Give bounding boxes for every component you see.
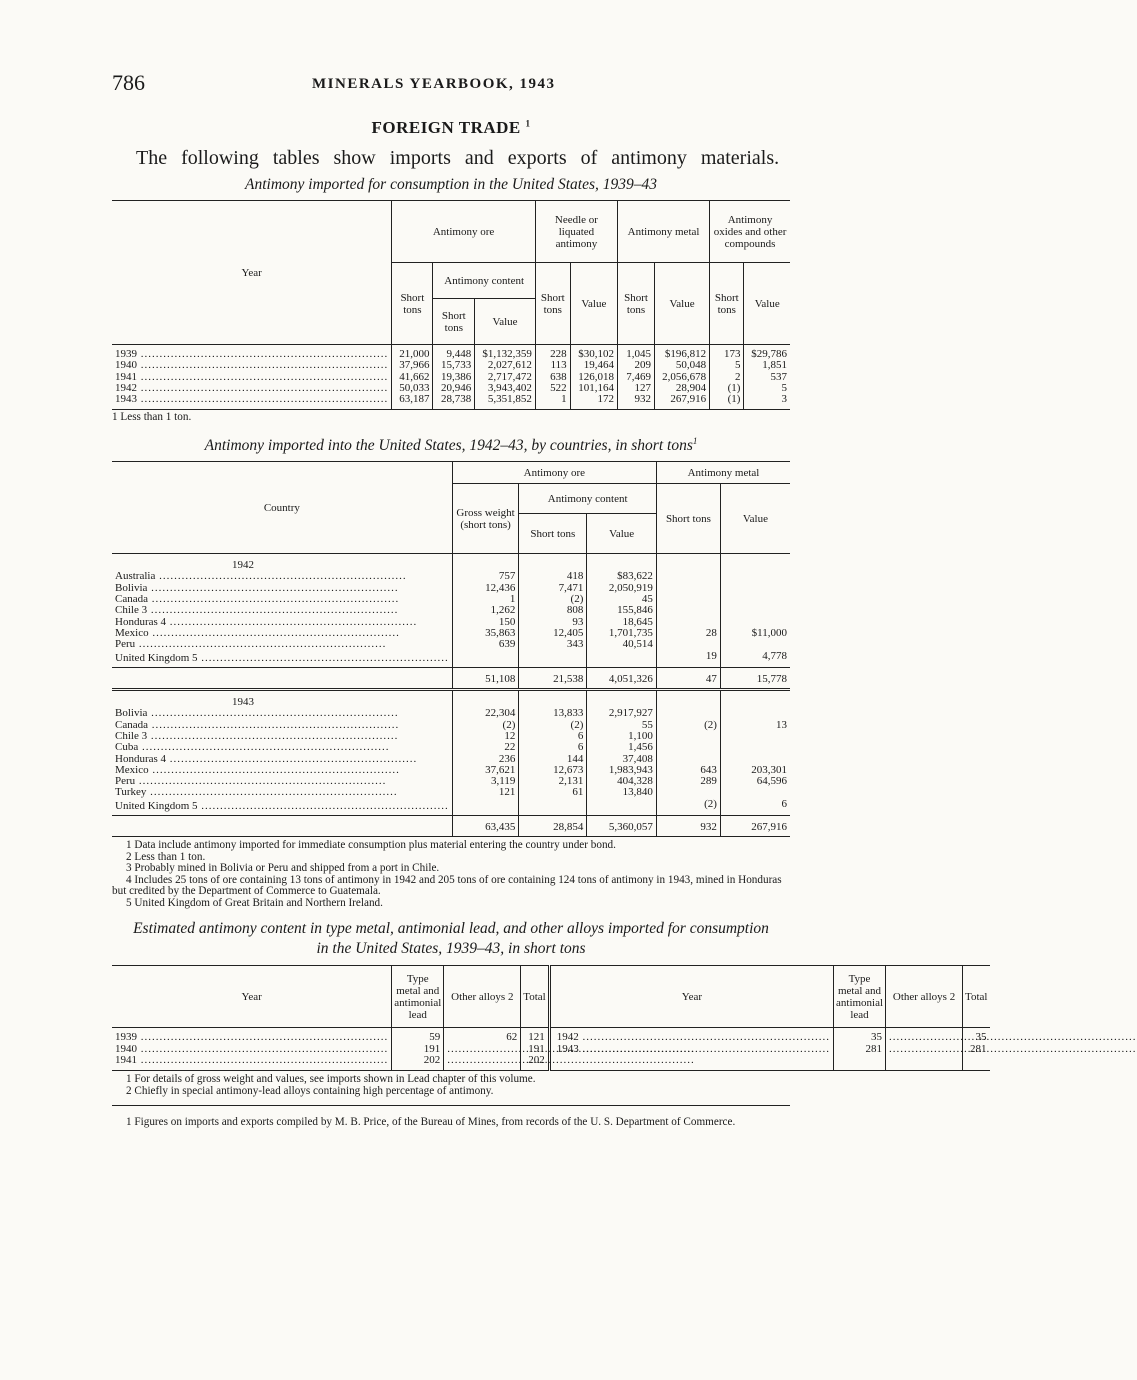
table-row (112, 708, 790, 719)
t3-h-other-2: Other alloys 2 (886, 966, 963, 1028)
row-year: 1941 ..... (112, 1055, 392, 1071)
cell-mt: (2) (656, 720, 720, 731)
row-year: 1942 ..... (549, 1028, 833, 1044)
page (112, 70, 988, 1129)
cell-gross: 150 (452, 617, 519, 628)
row-country: Bolivia ..... (112, 708, 452, 719)
t2-h-metal-tons: Short tons (656, 484, 720, 554)
cell-cv: 45 (587, 594, 657, 605)
total-cv: 5,360,057 (587, 816, 657, 837)
t2-h-content-value: Value (587, 514, 657, 554)
t2-h-content-tons: Short tons (519, 514, 587, 554)
cell-content-value: 2,027,612 (475, 360, 536, 371)
cell-type: 281 (834, 1044, 886, 1055)
t1-h-content-value: Value (475, 299, 536, 345)
row-country: Mexico ..... (112, 765, 452, 776)
year-heading-row (112, 554, 790, 572)
t1-h-needle: Needle or liquated antimony (535, 201, 617, 263)
footnote: 2 Less than 1 ton. (126, 850, 206, 863)
cell-type: 202 (392, 1055, 444, 1071)
cell-needle-tons: 113 (535, 360, 570, 371)
cell-cv: 155,846 (587, 605, 657, 616)
cell-metal-value: 50,048 (655, 360, 710, 371)
t1-h-metal-tons: Short tons (618, 263, 655, 345)
t1-h-ore-tons: Short tons (392, 263, 433, 345)
cell-cv: 13,840 (587, 787, 657, 798)
footnote: 5 United Kingdom of Great Britain and Northern Ireland. (126, 896, 383, 909)
cell-cv: 18,645 (587, 617, 657, 628)
cell-type: 59 (392, 1028, 444, 1044)
cell-gross: 3,119 (452, 776, 519, 787)
row-country: Cuba ..... (112, 742, 452, 753)
row-country: Bolivia ..... (112, 583, 452, 594)
running-header (112, 70, 790, 100)
cell-ox-tons: 173 (710, 345, 744, 361)
cell-ct: 418 (519, 571, 587, 582)
row-country: Peru ..... (112, 639, 452, 650)
cell-ox-value: 537 (744, 372, 790, 383)
cell-ox-tons: 2 (710, 372, 744, 383)
cell-mt (656, 571, 720, 582)
cell-mt: 289 (656, 776, 720, 787)
cell-mt: (2) (656, 799, 720, 816)
cell-needle-tons: 522 (535, 383, 570, 394)
cell-ore-tons: 41,662 (392, 372, 433, 383)
row-year: 1940 ..... (112, 360, 392, 371)
cell-metal-value: 267,916 (655, 394, 710, 410)
cell-needle-value: 19,464 (570, 360, 617, 371)
row-country: Turkey ..... (112, 787, 452, 798)
footnote: 1 Data include antimony imported for immediate consumption plus material entering the country under bond. (126, 839, 616, 852)
year-heading: 1943 (232, 696, 254, 709)
table-row (112, 742, 790, 753)
row-country: Peru ..... (112, 776, 452, 787)
row-year: 1940 ..... (112, 1044, 392, 1055)
cell-ox-value: $29,786 (744, 345, 790, 361)
cell-mt (656, 708, 720, 719)
total-row (112, 667, 790, 689)
cell-gross: (2) (452, 720, 519, 731)
cell-ox-value: 3 (744, 394, 790, 410)
cell-metal-tons: 7,469 (618, 372, 655, 383)
table-row (112, 799, 790, 816)
cell-metal-value: 28,904 (655, 383, 710, 394)
cell-ct: 343 (519, 639, 587, 650)
cell-mv: 64,596 (720, 776, 790, 787)
footnote: 4 Includes 25 tons of ore containing 13 tons of antimony in 1942 and 205 tons of ore containing 124 tons of antimony in 1943, mined in Honduras but credited by the Department of Commerce to Guatemala. (112, 873, 782, 898)
cell-gross: 121 (452, 787, 519, 798)
table-row (112, 1055, 990, 1071)
t1-h-ore: Antimony ore (392, 201, 536, 263)
t1-h-content-tons: Short tons (433, 299, 475, 345)
total-mv: 15,778 (720, 667, 790, 689)
footnote: 1 For details of gross weight and values, see imports shown in Lead chapter of this volume. (126, 1073, 536, 1086)
year-heading-row (112, 690, 790, 709)
row-country: Australia ..... (112, 571, 452, 582)
cell-gross: 12 (452, 731, 519, 742)
cell-needle-tons: 638 (535, 372, 570, 383)
cell-mt (656, 594, 720, 605)
cell-mv (720, 605, 790, 616)
cell-mv (720, 583, 790, 594)
total-row (112, 816, 790, 837)
cell-ct: 808 (519, 605, 587, 616)
cell-total: 281 (963, 1044, 990, 1055)
row-year: 1941 ..... (112, 372, 392, 383)
cell-mv (720, 742, 790, 753)
cell-needle-value: 101,164 (570, 383, 617, 394)
table-row (112, 651, 790, 668)
cell-total: 191 (521, 1044, 549, 1055)
total-ct: 21,538 (519, 667, 587, 689)
cell-content-tons: 28,738 (433, 394, 475, 410)
cell-cv: 1,701,735 (587, 628, 657, 639)
cell-ct (519, 799, 587, 816)
row-country: Canada ..... (112, 594, 452, 605)
t2-h-ore: Antimony ore (452, 462, 656, 484)
cell-cv: 1,456 (587, 742, 657, 753)
cell-other: 62 (444, 1028, 521, 1044)
cell-total: 121 (521, 1028, 549, 1044)
table1 (112, 200, 790, 410)
t3-h-year: Year (112, 966, 392, 1028)
cell-metal-value: 2,056,678 (655, 372, 710, 383)
cell-gross: 236 (452, 754, 519, 765)
page-number: 786 (112, 70, 145, 95)
t2-h-content: Antimony content (519, 484, 657, 514)
cell-mt (656, 731, 720, 742)
cell-mv: 6 (720, 799, 790, 816)
cell-ct: 7,471 (519, 583, 587, 594)
section-title: FOREIGN TRADE $^1$ (371, 118, 531, 137)
cell-cv: 40,514 (587, 639, 657, 650)
cell-gross (452, 799, 519, 816)
row-country: Chile 3 ..... (112, 731, 452, 742)
cell-ct: 61 (519, 787, 587, 798)
row-country: United Kingdom 5 ..... (112, 799, 452, 816)
cell-content-value: 3,943,402 (475, 383, 536, 394)
total-mv: 267,916 (720, 816, 790, 837)
cell-mt (656, 639, 720, 650)
cell-ct: 2,131 (519, 776, 587, 787)
cell-mt (656, 605, 720, 616)
cell-mv (720, 787, 790, 798)
table-row (112, 639, 790, 650)
cell-ox-value: 5 (744, 383, 790, 394)
cell-ore-tons: 21,000 (392, 345, 433, 361)
cell-metal-tons: 209 (618, 360, 655, 371)
cell-content-tons: 15,733 (433, 360, 475, 371)
cell-content-tons: 9,448 (433, 345, 475, 361)
cell-ct: 144 (519, 754, 587, 765)
footnote: 2 Chiefly in special antimony-lead alloys containing high percentage of antimony. (126, 1084, 494, 1097)
cell-content-value: $1,132,359 (475, 345, 536, 361)
table3 (112, 965, 990, 1071)
t3-h-type: Type metal and antimonial lead (392, 966, 444, 1028)
cell-metal-tons: 932 (618, 394, 655, 410)
cell-mt: 643 (656, 765, 720, 776)
cell-cv: 2,917,927 (587, 708, 657, 719)
footnote: 3 Probably mined in Bolivia or Peru and shipped from a port in Chile. (126, 862, 440, 875)
table2-footnotes (112, 840, 790, 909)
cell-ore-tons: 63,187 (392, 394, 433, 410)
cell-metal-tons: 1,045 (618, 345, 655, 361)
cell-ore-tons: 50,033 (392, 383, 433, 394)
cell-type: 35 (834, 1028, 886, 1044)
cell-ox-tons: 5 (710, 360, 744, 371)
table-row (112, 394, 790, 410)
row-country: United Kingdom 5 ..... (112, 651, 452, 668)
year-heading: 1942 (232, 559, 254, 572)
cell-cv: 1,983,943 (587, 765, 657, 776)
cell-other (886, 1028, 963, 1044)
t1-h-needle-value: Value (570, 263, 617, 345)
cell-mv (720, 594, 790, 605)
table-row (112, 345, 790, 361)
cell-cv: 55 (587, 720, 657, 731)
page-footnote: 1 Figures on imports and exports compiled by M. B. Price, of the Bureau of Mines, from records of the U. S. Department of Commerce. (126, 1116, 736, 1129)
cell-gross: 22 (452, 742, 519, 753)
cell-other (444, 1055, 521, 1071)
cell-gross: 22,304 (452, 708, 519, 719)
cell-ox-value: 1,851 (744, 360, 790, 371)
t1-h-ox-tons: Short tons (710, 263, 744, 345)
t3-h-other: Other alloys 2 (444, 966, 521, 1028)
cell-gross: 12,436 (452, 583, 519, 594)
row-country: Honduras 4 ..... (112, 754, 452, 765)
table3-caption: Estimated antimony content in type metal, antimonial lead, and other alloys imported for consumption in the United States, 1939–43, in short tons (133, 920, 769, 958)
cell-ct: 12,405 (519, 628, 587, 639)
cell-type: 191 (392, 1044, 444, 1055)
cell-gross (452, 651, 519, 668)
cell-content-tons: 19,386 (433, 372, 475, 383)
table2-caption: Antimony imported into the United States, 1942–43, by countries, in short tons$^1$ (204, 435, 698, 455)
t2-h-metal-value: Value (720, 484, 790, 554)
row-year: 1942 ..... (112, 383, 392, 394)
t3-h-total: Total (521, 966, 549, 1028)
table-row (112, 1028, 990, 1044)
total-cv: 4,051,326 (587, 667, 657, 689)
cell-mt (656, 583, 720, 594)
t1-h-year: Year (112, 201, 392, 345)
row-country: Canada ..... (112, 720, 452, 731)
table-row (112, 605, 790, 616)
cell-ct (519, 651, 587, 668)
cell-cv: 404,328 (587, 776, 657, 787)
t1-h-metal-value: Value (655, 263, 710, 345)
cell-ore-tons: 37,966 (392, 360, 433, 371)
cell-cv: 2,050,919 (587, 583, 657, 594)
cell-mv: 4,778 (720, 651, 790, 668)
cell-gross: 639 (452, 639, 519, 650)
cell-total: 202 (521, 1055, 549, 1071)
cell-metal-tons: 127 (618, 383, 655, 394)
t3-h-total-2: Total (963, 966, 990, 1028)
total-mt: 932 (656, 816, 720, 837)
cell-mv: 13 (720, 720, 790, 731)
cell-gross: 37,621 (452, 765, 519, 776)
cell-needle-value: 172 (570, 394, 617, 410)
cell-needle-value: $30,102 (570, 345, 617, 361)
t3-h-type-2: Type metal and antimonial lead (834, 966, 886, 1028)
table1-footnote: 1 Less than 1 ton. (112, 411, 192, 424)
table-row (112, 787, 790, 798)
total-mt: 47 (656, 667, 720, 689)
t2-h-country: Country (112, 462, 452, 554)
cell-ct: 12,673 (519, 765, 587, 776)
cell-mv: 203,301 (720, 765, 790, 776)
t1-h-content: Antimony content (433, 263, 535, 299)
cell-gross: 1 (452, 594, 519, 605)
cell-ox-tons: (1) (710, 394, 744, 410)
table3-footnotes (112, 1074, 790, 1097)
cell-ct: (2) (519, 720, 587, 731)
cell-ox-tons: (1) (710, 383, 744, 394)
total-gross: 63,435 (452, 816, 519, 837)
cell-ct: 13,833 (519, 708, 587, 719)
row-year: 1943 ..... (112, 394, 392, 410)
cell-needle-tons: 228 (535, 345, 570, 361)
total-gross: 51,108 (452, 667, 519, 689)
cell-gross: 35,863 (452, 628, 519, 639)
table-row (112, 360, 790, 371)
intro-paragraph: The following tables show imports and exports of antimony materials. (136, 147, 780, 169)
row-year: 1943 ..... (549, 1044, 833, 1055)
total-ct: 28,854 (519, 816, 587, 837)
cell-cv: $83,622 (587, 571, 657, 582)
table2 (112, 461, 790, 837)
t2-h-metal: Antimony metal (656, 462, 790, 484)
t3-h-year-2: Year (549, 966, 833, 1028)
row-country: Honduras 4 ..... (112, 617, 452, 628)
cell-needle-tons: 1 (535, 394, 570, 410)
cell-mv (720, 731, 790, 742)
cell-mv: $11,000 (720, 628, 790, 639)
row-year: 1939 ..... (112, 345, 392, 361)
cell-mt: 28 (656, 628, 720, 639)
row-country: Chile 3 ..... (112, 605, 452, 616)
cell-content-value: 2,717,472 (475, 372, 536, 383)
cell-content-value: 5,351,852 (475, 394, 536, 410)
cell-mt (656, 742, 720, 753)
t1-h-metal: Antimony metal (618, 201, 710, 263)
t2-h-gross: Gross weight (short tons) (452, 484, 519, 554)
cell-gross: 757 (452, 571, 519, 582)
t1-h-oxides: Antimony oxides and other compounds (710, 201, 790, 263)
cell-cv (587, 799, 657, 816)
t1-h-ox-value: Value (744, 263, 790, 345)
row-year: 1939 ..... (112, 1028, 392, 1044)
cell-mv (720, 639, 790, 650)
cell-ct: 6 (519, 731, 587, 742)
cell-needle-value: 126,018 (570, 372, 617, 383)
cell-ct: 6 (519, 742, 587, 753)
cell-ct: (2) (519, 594, 587, 605)
cell-mv (720, 571, 790, 582)
row-country: Mexico ..... (112, 628, 452, 639)
cell-ct: 93 (519, 617, 587, 628)
cell-cv: 37,408 (587, 754, 657, 765)
cell-cv (587, 651, 657, 668)
cell-total: 35 (963, 1028, 990, 1044)
t1-h-needle-tons: Short tons (535, 263, 570, 345)
cell-other (886, 1044, 963, 1055)
running-title: MINERALS YEARBOOK, 1943 (312, 76, 556, 92)
cell-mt: 19 (656, 651, 720, 668)
cell-content-tons: 20,946 (433, 383, 475, 394)
cell-gross: 1,262 (452, 605, 519, 616)
cell-cv: 1,100 (587, 731, 657, 742)
cell-mv (720, 708, 790, 719)
table1-caption: Antimony imported for consumption in the United States, 1939–43 (244, 176, 657, 193)
cell-metal-value: $196,812 (655, 345, 710, 361)
